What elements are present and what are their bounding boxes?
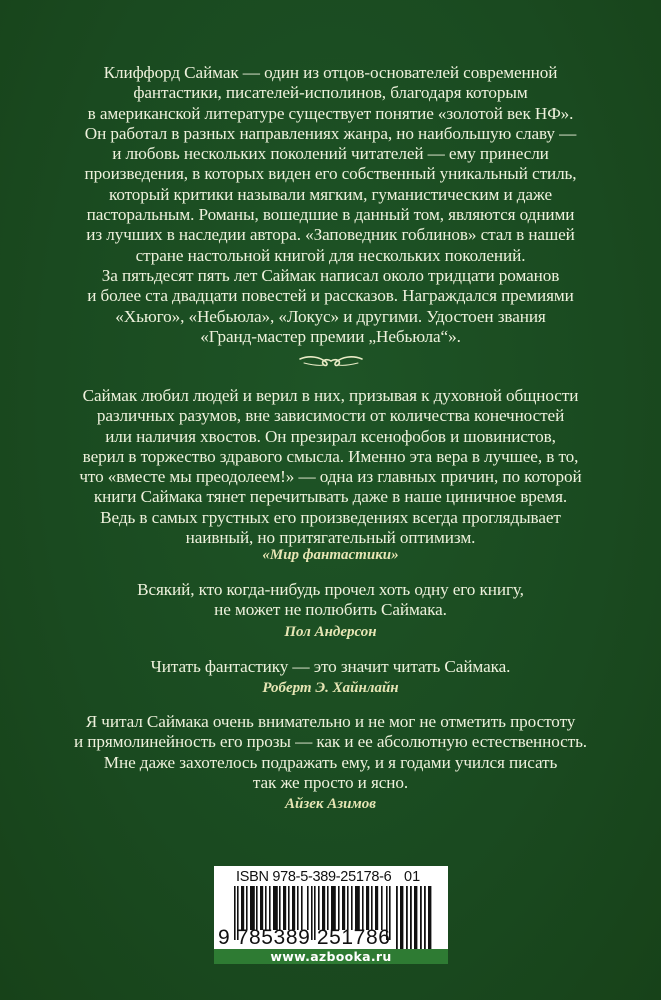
text-line: Всякий, кто когда-нибудь прочел хоть одну его книгу, [137,580,524,599]
text-line: пасторальным. Романы, вошедшие в данный том, являются одними [86,205,575,225]
text-line: Клиффорд Саймак — один из отцов-основателей современной [103,63,558,82]
text-line: Я читал Саймака очень внимательно и не мог не отметить простоту [85,712,576,731]
quote-author: «Мир фантастики» [262,547,399,563]
text-line: Саймак любил людей и верил в них, призывая к духовной общности [82,386,579,405]
ean-digits: 9 785389 251786 [218,926,391,949]
text-line: различных разумов, вне зависимости от количества конечностей [96,406,565,426]
text-line: в американской литературе существует понятие «золотой век НФ». [87,103,574,123]
text-line: не может не полюбить Саймака. [214,600,447,620]
text-line: За пятьдесят пять лет Саймак написал около тридцати романов [101,265,560,285]
intro-paragraph [50,63,611,347]
quote-anderson [50,580,611,621]
text-line: или наличия хвостов. Он презирал ксенофобов и шовинистов, [105,426,556,446]
text-line: и любовь нескольких поколений читателей — ему принесли [112,144,549,164]
text-line: произведения, в которых виден его собственный уникальный стиль, [84,164,577,184]
text-line: наивный, но притягательный оптимизм. [185,528,476,548]
text-line: книги Саймака тянет перечитывать даже в наше циничное время. [93,487,568,507]
text-line: Он работал в разных направлениях жанра, но наибольшую славу — [84,123,577,143]
text-line: «Гранд-мастер премии „Небьюла“». [200,326,461,346]
text-line: Ведь в самых грустных его произведениях всегда проглядывает [100,507,561,527]
quote-author: Айзек Азимов [285,796,376,812]
text-line: из лучших в наследии автора. «Заповедник гоблинов» стал в нашей [86,225,575,245]
isbn-label: ISBN 978-5-389-25178-6 [236,869,392,885]
quote-asimov [50,712,611,793]
isbn-barcode [214,866,448,964]
publisher-url-link[interactable]: www.azbooka.ru [214,949,448,964]
text-line: верил в торжество здравого смысла. Именно эта вера в лучшее, в то, [82,446,579,466]
scroll-flourish-icon [298,353,364,369]
barcode-addon-code: 01 [404,869,421,885]
quote-author: Пол Андерсон [284,624,377,640]
quote-mir-fantastiki [50,386,611,548]
text-line: так же просто и ясно. [252,772,409,792]
quote-author: Роберт Э. Хайнлайн [262,680,399,696]
text-line: что «вместе мы преодолеем!» — одна из главных причин, по которой [79,467,582,487]
text-line: стране настольной книгой для нескольких поколений. [135,245,526,265]
text-line: Читать фантастику — это значит читать Саймака. [150,657,511,676]
text-line: «Хьюго», «Небьюла», «Локус» и другими. Удостоен звания [115,306,546,326]
text-line: который критики называли мягким, гуманистическим и даже [108,184,553,204]
barcode-addon-bars-icon [396,886,432,950]
text-line: и более ста двадцати повестей и рассказов. Награждался премиями [87,286,574,306]
text-line: Мне даже захотелось подражать ему, и я годами учился писать [103,752,558,772]
text-line: и прямолинейность его прозы — как и ее абсолютную естественность. [73,732,588,752]
text-line: фантастики, писателей-исполинов, благодаря которым [133,83,528,103]
quote-heinlein [50,657,611,677]
